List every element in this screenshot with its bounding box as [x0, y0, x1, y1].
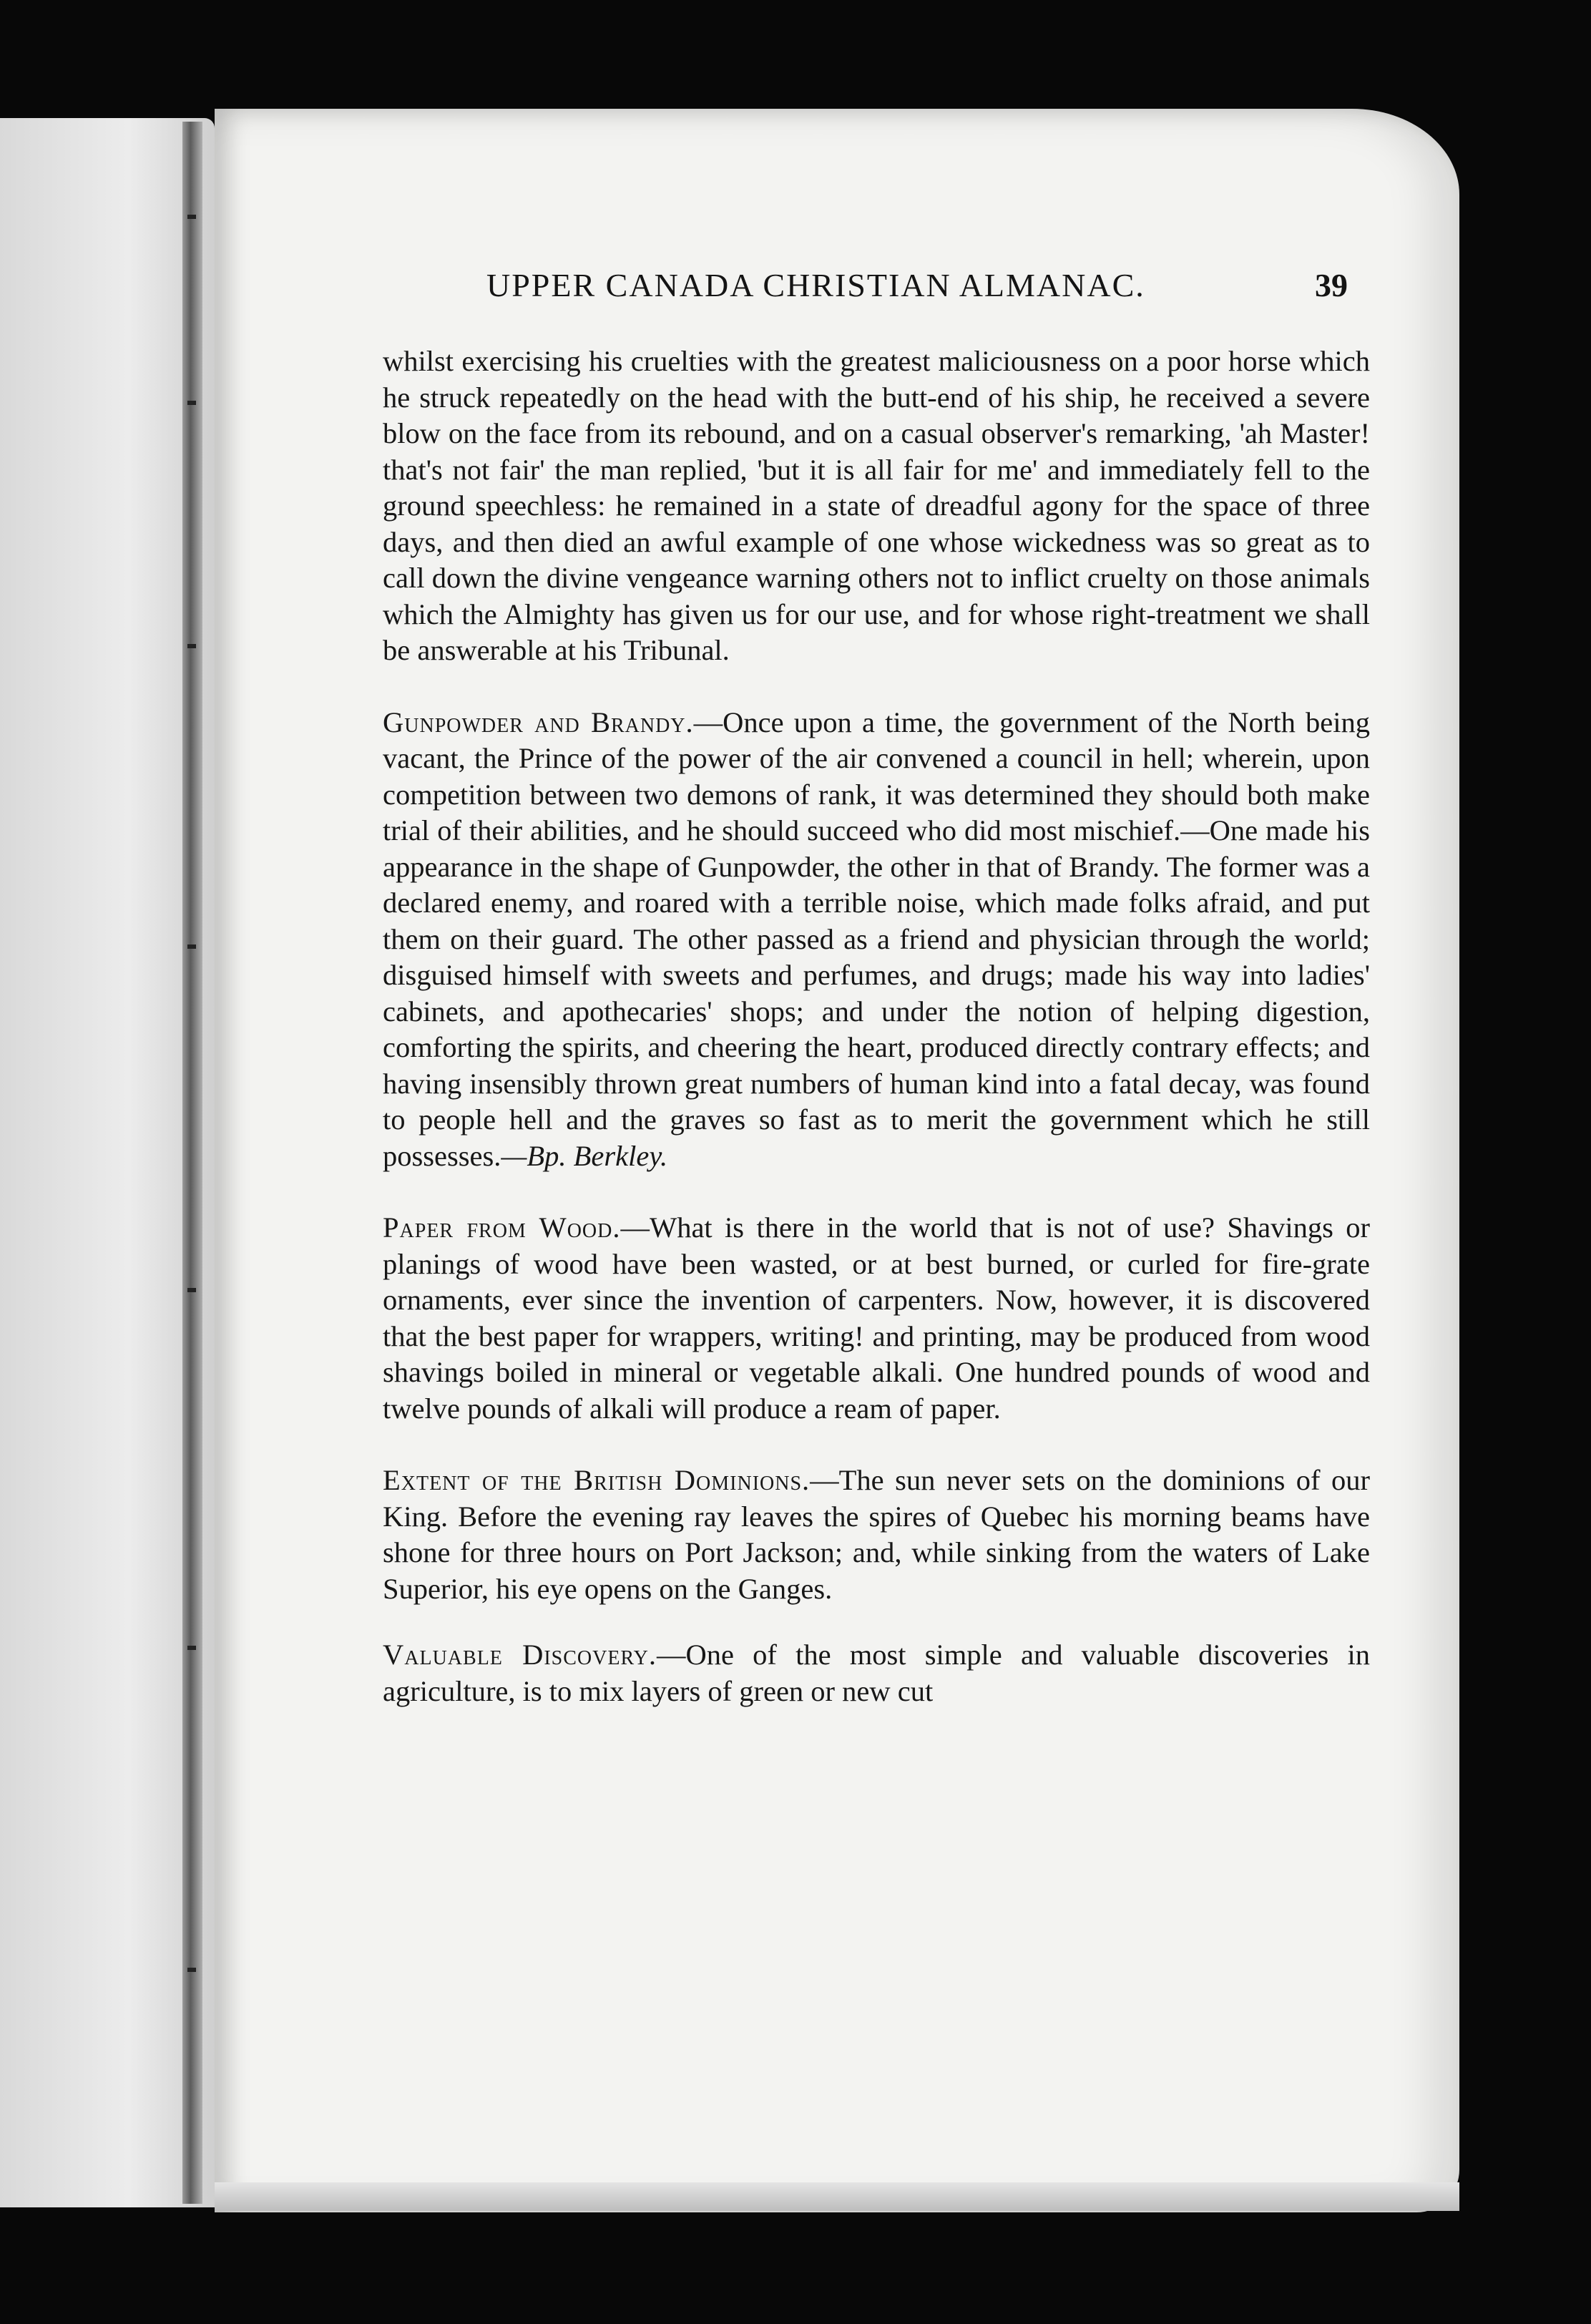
body-text	[383, 343, 1370, 1709]
paragraph-valuable-discovery	[383, 1637, 1370, 1709]
paragraph-british-dominions	[383, 1463, 1370, 1607]
paragraph-paper-from-wood	[383, 1210, 1370, 1427]
binding-mark	[187, 215, 196, 219]
binding-mark	[187, 1288, 196, 1292]
paragraph-text: —Once upon a time, the government of the North being vacant, the Prince of the power of the air convened a council in hell; wherein, upon competition between two demons of rank, it was determined they should both make trial of their abilities, and he should succeed who did most mischief.—One made his appearance in the shape of Gunpowder, the other in that of Brandy. The former was a declared enemy, and roared with a terrible noise, which made folks afraid, and put them on their guard. The other passed as a friend and physician through the world; disguised himself with sweets and perfumes, and drugs; made his way into ladies' cabinets, and apothecaries' shops; and under the notion of helping digestion, comforting the spirits, and cheering the heart, produced directly contrary effects; and having insensibly thrown great numbers of human kind into a fatal decay, was found to people hell and the graves so fast as to merit the government which he still possesses.	[383, 706, 1370, 1172]
paragraph-heading: Paper from Wood.	[383, 1211, 621, 1244]
book-spine	[182, 122, 202, 2204]
paragraph-heading: Extent of the British Dominions.	[383, 1464, 811, 1496]
binding-mark	[187, 644, 196, 648]
paragraph-heading: Valuable Discovery.	[383, 1639, 657, 1671]
paragraph-gunpowder-and-brandy	[383, 705, 1370, 1175]
binding-mark	[187, 401, 196, 405]
paragraph-text: —The sun never sets on the dominions of our King. Before the evening ray leaves the spires of Quebec his morning beams have shone for three hours on Port Jackson; and, while sinking from the waters of Lake Superior, his eye opens on the Ganges.	[383, 1464, 1370, 1605]
binding-mark	[187, 1646, 196, 1650]
page-bottom-edge	[215, 2182, 1459, 2211]
page-number: 39	[1315, 267, 1348, 303]
paragraph-heading: Gunpowder and Brandy.	[383, 706, 694, 738]
paragraph-text: —What is there in the world that is not of use? Shavings or planings of wood have been wasted, or at best burned, or curled for fire-grate ornaments, ever since the invention of carpenters. Now, however, it is discovered that the best paper for wrappers, writing! and printing, may be produced from wood shavings boiled in mineral or vegetable alkali. One hundred pounds of wood and twelve pounds of alkali will produce a ream of paper.	[383, 1211, 1370, 1425]
binding-mark	[187, 944, 196, 949]
paragraph-cruelty	[383, 343, 1370, 669]
attribution: —Bp. Berkley.	[501, 1139, 668, 1172]
running-head: UPPER CANADA CHRISTIAN ALMANAC.	[486, 267, 1145, 303]
paragraph-text: whilst exercising his cruelties with the greatest maliciousness on a poor horse which he struck repeatedly on the head with the butt-end of his ship, he received a severe blow on the face from its rebound, and on a casual observer's remarking, 'ah Master! that's not fair' the man replied, 'but it is all fair for me' and immediately fell to the ground speechless: he remained in a state of dreadful agony for the space of three days, and then died an awful example of one whose wickedness was so great as to call down the divine vengeance warning others not to inflict cruelty on those animals which the Almighty has given us for our use, and for whose right-treatment we shall be answerable at his Tribunal.	[383, 345, 1370, 666]
paragraph-text: —One of the most simple and valuable discoveries in agriculture, is to mix layers of green or new cut	[383, 1639, 1370, 1707]
binding-mark	[187, 1968, 196, 1972]
